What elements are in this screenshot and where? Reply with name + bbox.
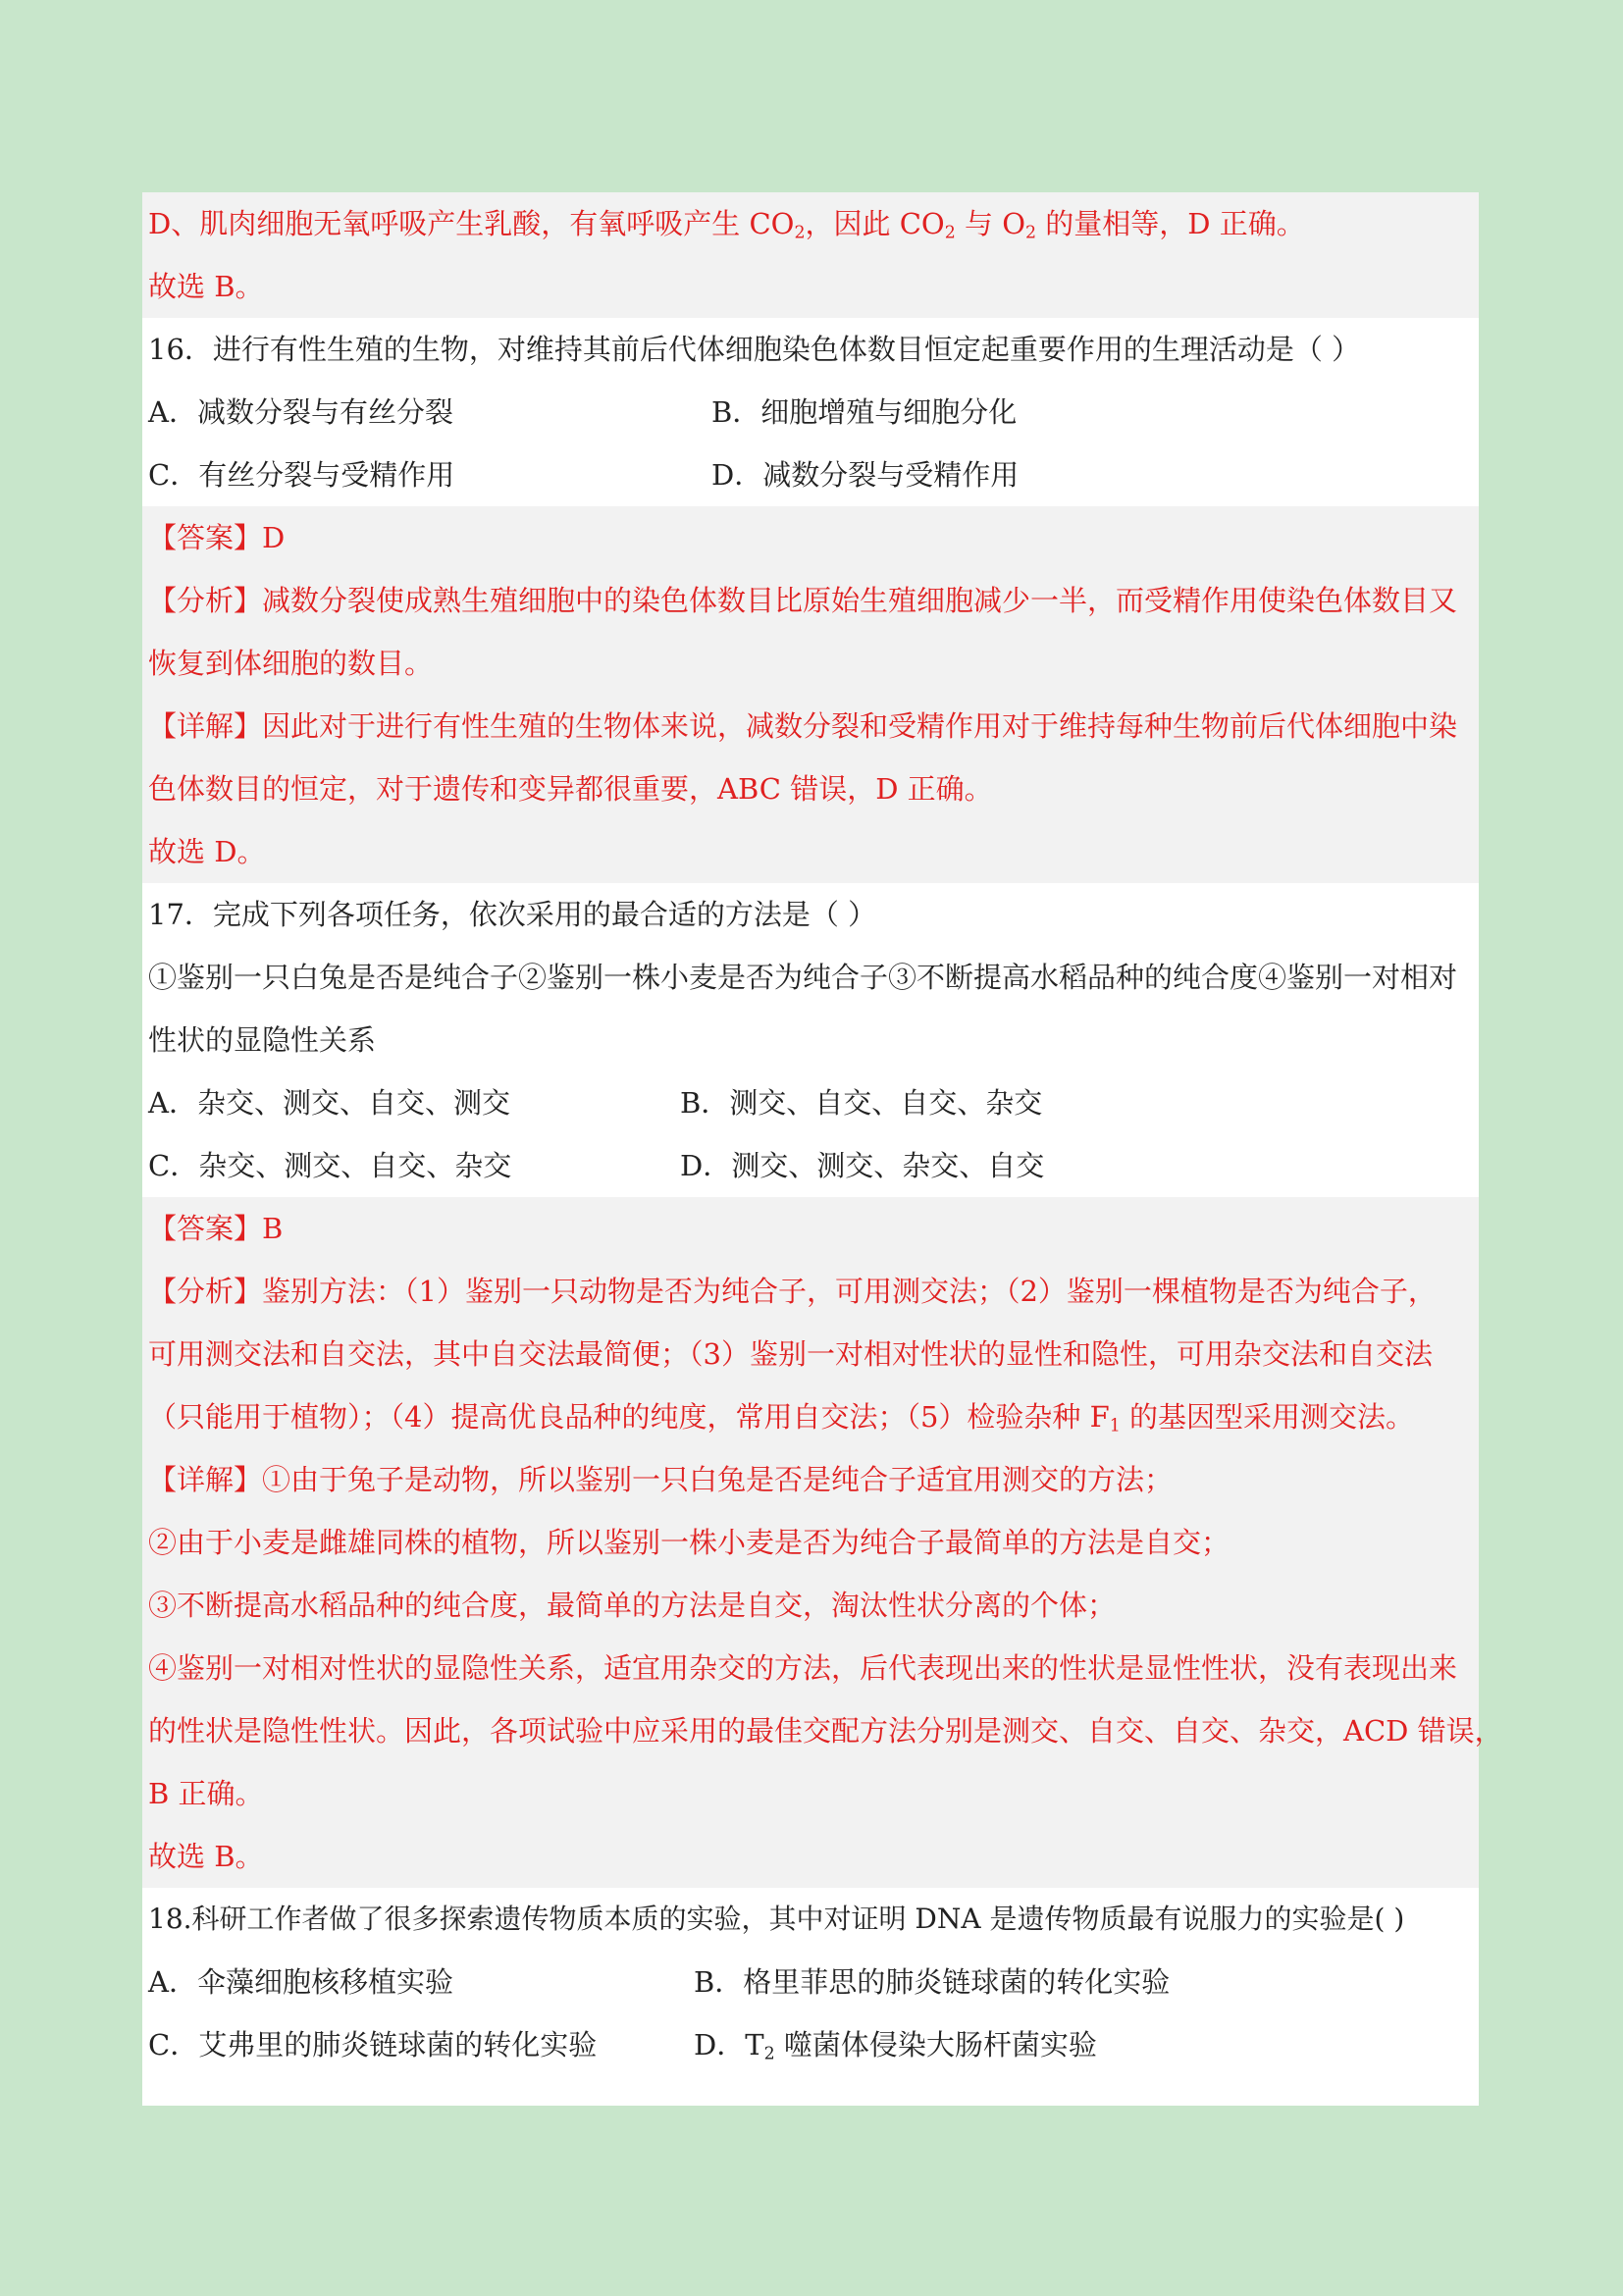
q18-option-a: A．伞藻细胞核移植实验 <box>148 1965 453 1999</box>
q17-analysis-line-3: （只能用于植物）；（4）提高优良品种的纯度，常用自交法；（5）检验杂种 $F_1$ 的基因型采用测交法。 <box>142 1385 1479 1448</box>
q18-stem: 18.科研工作者做了很多探索遗传物质本质的实验，其中对证明 DNA 是遗传物质最有说服力的实验是( ) <box>148 1903 1405 1935</box>
q17-items-line-2: 性状的显隐性关系 <box>148 1023 377 1057</box>
q17-option-d: D．测交、测交、杂交、自交 <box>680 1149 1045 1182</box>
q17-detail-line-5: 的性状是隐性性状。因此，各项试验中应采用的最佳交配方法分别是测交、自交、自交、杂交，ACD 错误， <box>142 1699 1479 1762</box>
q16-detail-line-2: 色体数目的恒定，对于遗传和变异都很重要，ABC 错误，D 正确。 <box>142 757 1479 820</box>
q18-options-row-2 <box>142 2013 1479 2076</box>
q17-analysis-line-1: 【分析】鉴别方法：（1）鉴别一只动物是否为纯合子，可用测交法；（2）鉴别一棵植物是否为纯合子， <box>142 1260 1479 1323</box>
q16-conclusion: 故选 D。 <box>142 820 1479 883</box>
q17-detail-line-2: ②由于小麦是雌雄同株的植物，所以鉴别一株小麦是否为纯合子最简单的方法是自交； <box>142 1511 1479 1574</box>
q17-detail-line-4: ④鉴别一对相对性状的显隐性关系，适宜用杂交的方法，后代表现出来的性状是显性性状，没有表现出来 <box>142 1637 1479 1699</box>
q17-conclusion: 故选 B。 <box>142 1825 1479 1888</box>
q16-answer: 【答案】D <box>142 506 1479 569</box>
q16-option-d: D．减数分裂与受精作用 <box>711 458 1020 492</box>
q16-option-a: A．减数分裂与有丝分裂 <box>148 395 453 429</box>
q17-option-b: B．测交、自交、自交、杂交 <box>680 1086 1043 1120</box>
q16-analysis-line-1: 【分析】减数分裂使成熟生殖细胞中的染色体数目比原始生殖细胞减少一半，而受精作用使染色体数目又 <box>142 569 1479 632</box>
q17-answer: 【答案】B <box>142 1197 1479 1260</box>
q17-options-row-2 <box>142 1134 1479 1197</box>
q17-option-a: A．杂交、测交、自交、测交 <box>148 1086 510 1120</box>
analysis-tag: 【分析】 <box>148 1275 263 1308</box>
q17-items-line-1: ①鉴别一只白兔是否是纯合子②鉴别一株小麦是否为纯合子③不断提高水稻品种的纯合度④鉴别一对相对 <box>148 961 1458 994</box>
q17-analysis-line-2: 可用测交法和自交法，其中自交法最简便；（3）鉴别一对相对性状的显性和隐性，可用杂交法和自交法 <box>142 1323 1479 1385</box>
q17-detail-line-6: B 正确。 <box>142 1762 1479 1825</box>
q16-detail-line-1: 【详解】因此对于进行有性生殖的生物体来说，减数分裂和受精作用对于维持每种生物前后代体细胞中染 <box>142 695 1479 757</box>
q18-option-c: C．艾弗里的肺炎链球菌的转化实验 <box>148 2028 598 2061</box>
q17-stem: 17．完成下列各项任务，依次采用的最合适的方法是（ ） <box>148 898 877 931</box>
prev-conclusion: 故选 B。 <box>142 255 1479 318</box>
q16-analysis-line-2: 恢复到体细胞的数目。 <box>142 632 1479 695</box>
q17-detail-line-3: ③不断提高水稻品种的纯合度，最简单的方法是自交，淘汰性状分离的个体； <box>142 1574 1479 1637</box>
q17-detail-line-1: 【详解】①由于兔子是动物，所以鉴别一只白兔是否是纯合子适宜用测交的方法； <box>142 1448 1479 1511</box>
q16-stem: 16．进行有性生殖的生物，对维持其前后代体细胞染色体数目恒定起重要作用的生理活动是（ ） <box>148 333 1361 366</box>
prev-option-d-explanation: D、肌肉细胞无氧呼吸产生乳酸，有氧呼吸产生 $CO_2$，因此 $CO_2$ 与 $O_2$ 的量相等，D 正确。 <box>142 192 1479 255</box>
q17-option-c: C．杂交、测交、自交、杂交 <box>148 1149 512 1182</box>
q18-options-row-1 <box>142 1951 1479 2013</box>
q16-option-b: B．细胞增殖与细胞分化 <box>711 395 1018 429</box>
document-page <box>142 192 1503 2106</box>
q18-option-b: B．格里菲思的肺炎链球菌的转化实验 <box>694 1965 1171 1999</box>
analysis-tag: 【分析】 <box>148 584 263 617</box>
detail-tag: 【详解】 <box>148 709 263 743</box>
q16-options-row-2 <box>142 444 1479 506</box>
q17-options-row-1 <box>142 1071 1479 1134</box>
q16-options-row-1 <box>142 381 1479 444</box>
answer-tag: 【答案】 <box>148 1212 263 1245</box>
q18-option-d: D．$T_2$ 噬菌体侵染大肠杆菌实验 <box>694 2028 1097 2064</box>
q16-option-c: C．有丝分裂与受精作用 <box>148 458 455 492</box>
detail-tag: 【详解】 <box>148 1463 263 1496</box>
answer-tag: 【答案】 <box>148 521 263 554</box>
